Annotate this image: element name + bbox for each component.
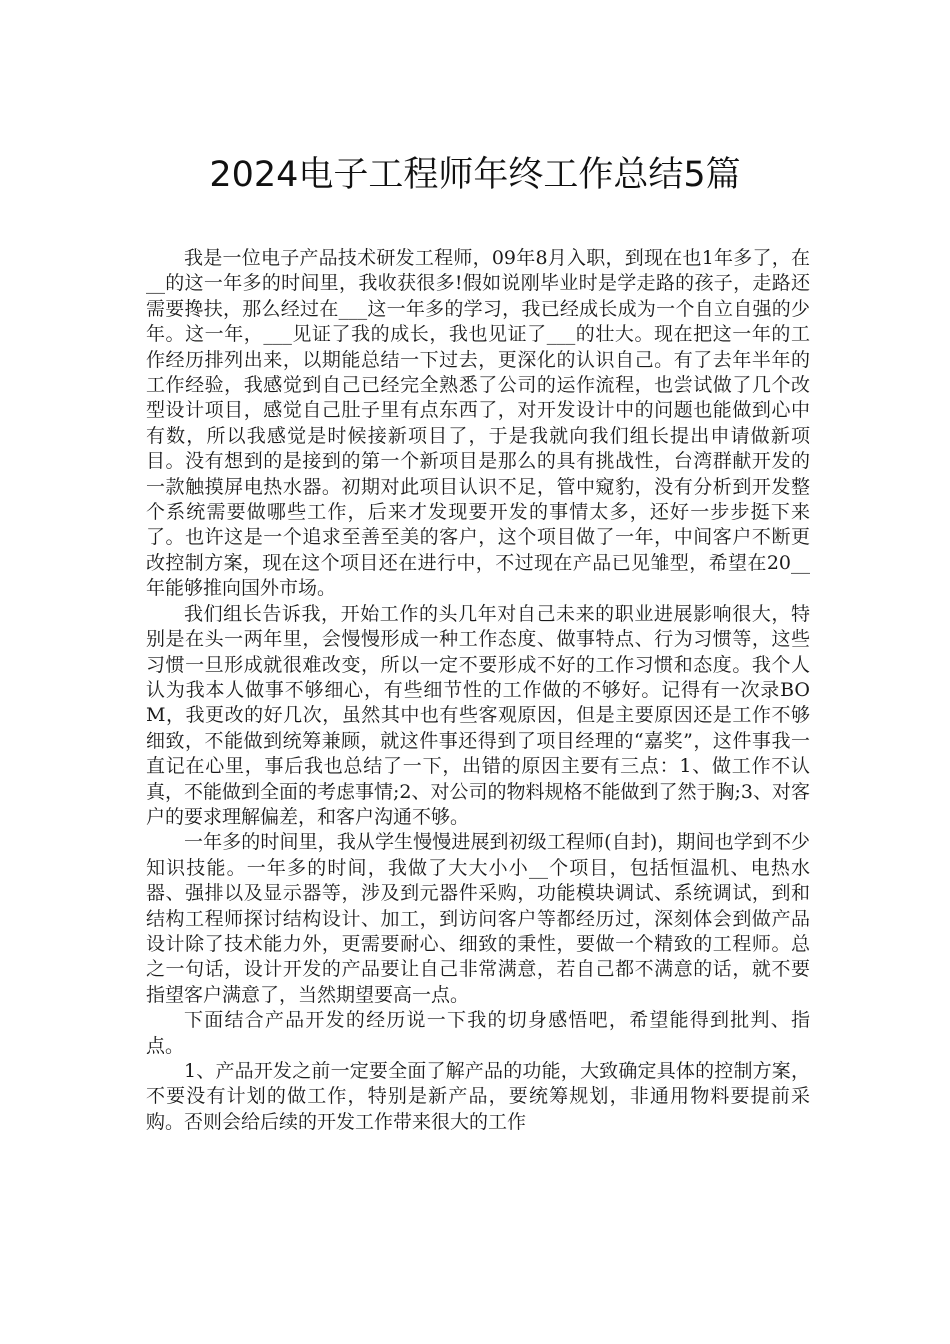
paragraph-1: 我是一位电子产品技术研发工程师，09年8月入职，到现在也1年多了，在__的这一年多的时间里，我收获很多!假如说刚毕业时是学走路的孩子，走路还需要搀扶，那么经过在___这一年多的学习，我已经成长成为一个自立自强的少年。这一年，___见证了我的成长，我也见证了___的壮大。现在把这一年的工作经历排列出来，以期能总结一下过去，更深化的认识自己。有了去年半年的工作经验，我感觉到自己已经完全熟悉了公司的运作流程，也尝试做了几个改型设计项目，感觉自己肚子里有点东西了，对开发设计中的问题也能做到心中有数，所以我感觉是时候接新项目了，于是我就向我们组长提出申请做新项目。没有想到的是接到的第一个新项目是那么的具有挑战性，台湾群献开发的一款触摸屏电热水器。初期对此项目认识不足，管中窥豹，没有分析到开发整个系统需要做哪些工作，后来才发现要开发的事情太多，还好一步步挺下来了。也许这是一个追求至善至美的客户，这个项目做了一年，中间客户不断更改控制方案，现在这个项目还在进行中，不过现在产品已见雏型，希望在20__年能够推向国外市场。 xyxy=(146,247,810,600)
paragraph-2: 我们组长告诉我，开始工作的头几年对自己未来的职业进展影响很大，特别是在头一两年里，会慢慢形成一种工作态度、做事特点、行为习惯等，这些习惯一旦形成就很难改变，所以一定不要形成不好的工作习惯和态度。我个人认为我本人做事不够细心，有些细节性的工作做的不够好。记得有一次录BOM，我更改的好几次，虽然其中也有些客观原因，但是主要原因还是工作不够细致，不能做到统筹兼顾，就这件事还得到了项目经理的“嘉奖”，这件事我一直记在心里，事后我也总结了一下，出错的原因主要有三点：1、做工作不认真，不能做到全面的考虑事情;2、对公司的物料规格不能做到了然于胸;3、对客户的要求理解偏差，和客户沟通不够。 xyxy=(146,602,810,828)
paragraph-3: 一年多的时间里，我从学生慢慢进展到初级工程师(自封)，期间也学到不少知识技能。一年多的时间，我做了大大小小__个项目，包括恒温机、电热水器、强排以及显示器等，涉及到元器件采购，功能模块调试、系统调试，到和结构工程师探讨结构设计、加工，到访问客户等都经历过，深刻体会到做产品设计除了技术能力外，更需要耐心、细致的秉性，要做一个精致的工程师。总之一句话，设计开发的产品要让自己非常满意，若自己都不满意的话，就不要指望客户满意了，当然期望要高一点。 xyxy=(146,831,810,1006)
paragraph-4: 下面结合产品开发的经历说一下我的切身感悟吧，希望能得到批判、指点。 xyxy=(146,1009,810,1057)
document-title: 2024电子工程师年终工作总结5篇 xyxy=(209,155,741,196)
document-body xyxy=(146,246,810,1135)
paragraph-5: 1、产品开发之前一定要全面了解产品的功能，大致确定具体的控制方案，不要没有计划的做工作，特别是新产品，要统筹规划，非通用物料要提前采购。否则会给后续的开发工作带来很大的工作 xyxy=(146,1060,810,1133)
